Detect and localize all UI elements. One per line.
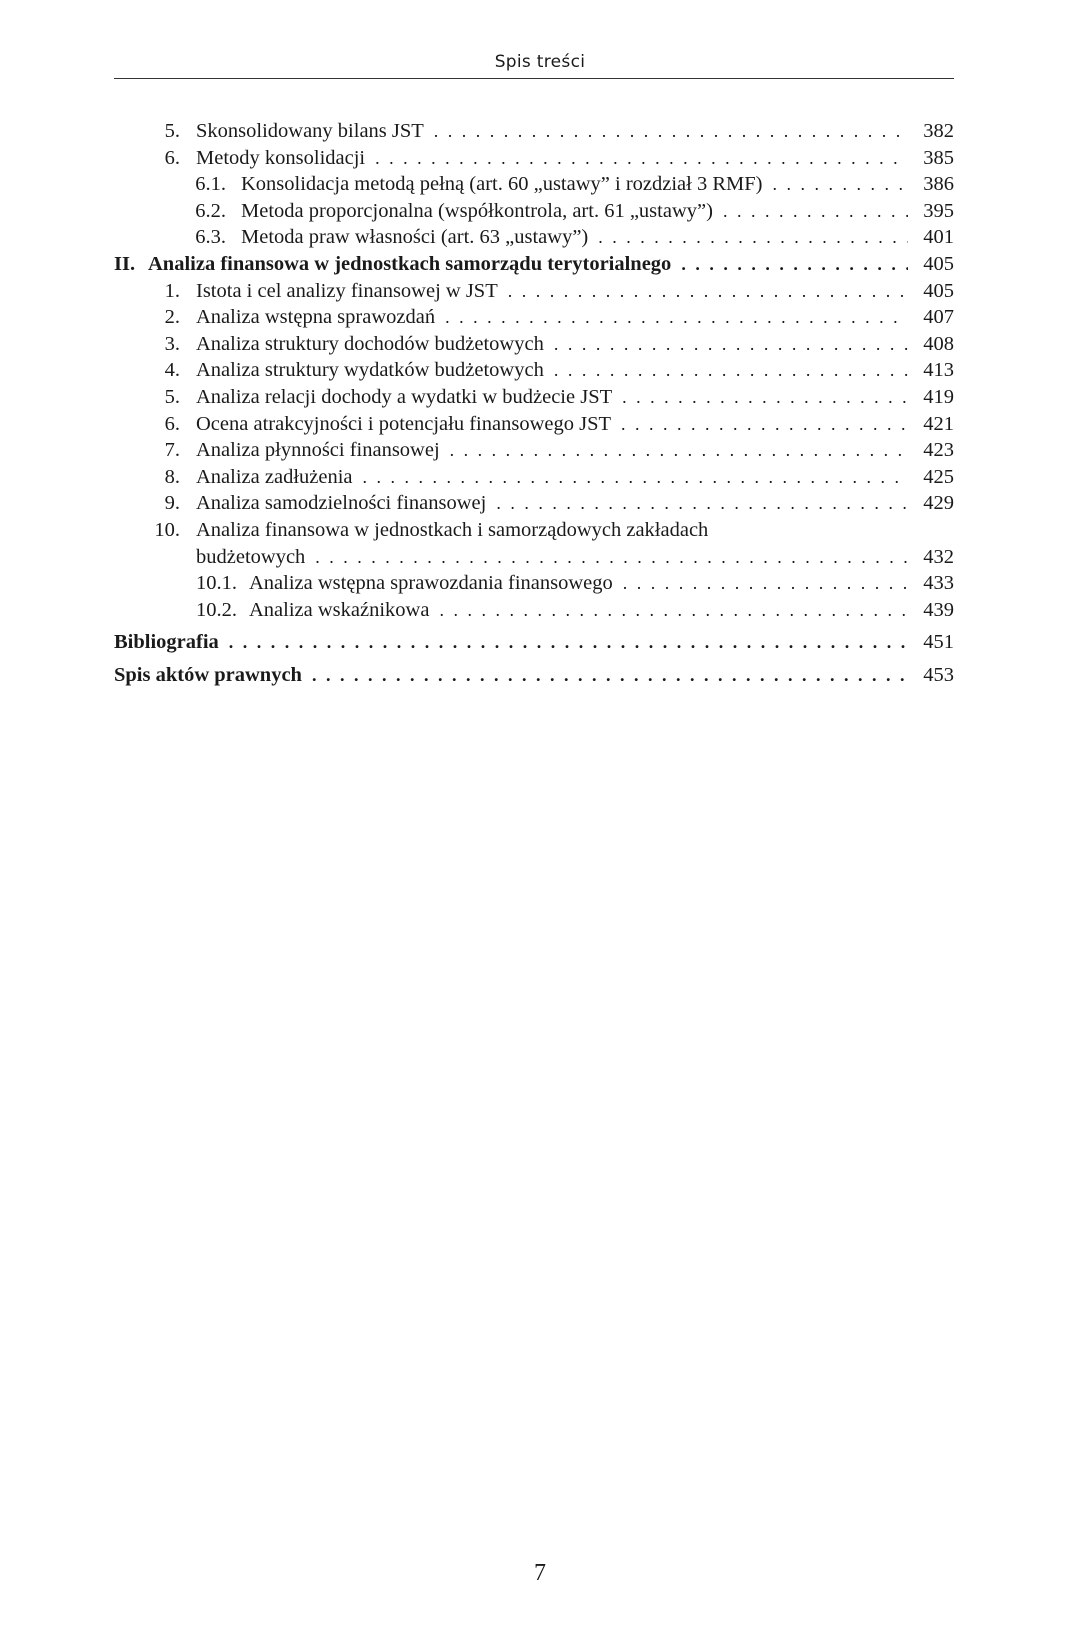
- toc-entry: [0, 278, 1080, 305]
- toc-entry-title-text: Bibliografia: [114, 631, 222, 653]
- toc-entry-title: [114, 662, 954, 689]
- toc-entry-title-text: budżetowych: [196, 546, 308, 568]
- toc-entry-page: 405: [908, 278, 954, 305]
- toc-entry-title-text: Analiza samodzielności finansowej: [196, 492, 489, 514]
- toc-entry-number: 6.: [164, 146, 180, 169]
- toc-entry: [0, 171, 1080, 198]
- toc-entry-page: 386: [908, 171, 954, 198]
- toc-entry-number: 10.: [154, 518, 180, 541]
- toc-part-heading: [0, 251, 1080, 278]
- toc-entry-title-text: Analiza finansowa w jednostkach samorządu terytorialnego: [148, 253, 674, 275]
- toc-entry-title: [241, 224, 954, 251]
- toc-entry-title-text: Analiza wstępna sprawozdania finansowego: [249, 572, 616, 594]
- toc-entry-title: [196, 411, 954, 438]
- toc-entry: [0, 490, 1080, 517]
- toc-entry-title: [196, 464, 954, 491]
- toc-entry-number: 9.: [164, 492, 180, 515]
- toc-entry-number: 3.: [164, 332, 180, 355]
- toc-entry-number: 6.2.: [195, 199, 226, 222]
- toc-entry-title-text: Analiza zadłużenia: [196, 466, 356, 488]
- toc-entry: [0, 384, 1080, 411]
- toc-entry-title-text: Analiza wstępna sprawozdań: [196, 306, 438, 328]
- toc-entry-title: [196, 118, 954, 145]
- toc-entry-number: 1.: [164, 279, 180, 302]
- toc-entry-number: 5.: [164, 385, 180, 408]
- toc-bibliography-entry: [0, 629, 1080, 656]
- toc-entry-number: 2.: [164, 306, 180, 329]
- toc-entry-continuation: [0, 544, 1080, 571]
- toc-entry: [0, 464, 1080, 491]
- toc-entry: [0, 517, 1080, 544]
- toc-entry-title-text: Konsolidacja metodą pełną (art. 60 „ustawy” i rozdział 3 RMF): [241, 173, 765, 195]
- toc-entry: [0, 198, 1080, 225]
- toc-entry-page: 407: [908, 304, 954, 331]
- toc-entry-title: [148, 251, 954, 278]
- toc-entry-page: 419: [908, 384, 954, 411]
- toc-entry-title-text: Analiza finansowa w jednostkach i samorządowych zakładach: [196, 519, 711, 541]
- toc-entry-title-text: Ocena atrakcyjności i potencjału finansowego JST: [196, 413, 614, 435]
- toc-entry-number: 6.: [164, 412, 180, 435]
- toc-entry-title: [249, 570, 954, 597]
- toc-entry-title: [196, 437, 954, 464]
- toc-entry: [0, 411, 1080, 438]
- toc-entry-title: [196, 278, 954, 305]
- toc-entry-title-text: Analiza płynności finansowej: [196, 439, 443, 461]
- toc-entry-number: 7.: [164, 439, 180, 462]
- toc-legal-acts-entry: [0, 662, 1080, 689]
- page-number: 7: [534, 1560, 546, 1586]
- toc-entry-title-text: Analiza struktury wydatków budżetowych: [196, 359, 547, 381]
- toc-entry-page: 429: [908, 490, 954, 517]
- toc-entry-title-text: Istota i cel analizy finansowej w JST: [196, 280, 501, 302]
- toc-entry-title: [196, 331, 954, 358]
- toc-entry: [0, 145, 1080, 172]
- toc-entry-title: [196, 145, 954, 172]
- toc-entry-page: 385: [908, 145, 954, 172]
- toc-entry: [0, 304, 1080, 331]
- toc-entry-title: [196, 490, 954, 517]
- toc-entry: [0, 331, 1080, 358]
- toc-entry-page: 405: [908, 251, 954, 278]
- toc-entry-title-text: Metody konsolidacji: [196, 147, 368, 169]
- toc-entry-page: 401: [908, 224, 954, 251]
- toc-entry-title-text: Analiza struktury dochodów budżetowych: [196, 333, 547, 355]
- toc-entry-title-text: Analiza wskaźnikowa: [249, 599, 432, 621]
- toc-entry-page: 439: [908, 597, 954, 624]
- toc-entry-title: [249, 597, 954, 624]
- toc-entry-title-text: Metoda praw własności (art. 63 „ustawy”): [241, 226, 591, 248]
- toc-entry-number: 4.: [164, 359, 180, 382]
- toc-entry-page: 408: [908, 331, 954, 358]
- toc-entry-number: 6.1.: [195, 173, 226, 196]
- toc-entry-number: 10.1.: [196, 572, 237, 595]
- toc-entry-page: 423: [908, 437, 954, 464]
- toc-entry-page: 395: [908, 198, 954, 225]
- toc-entry-page: 382: [908, 118, 954, 145]
- toc-entry-number: 8.: [164, 465, 180, 488]
- toc-entry: [0, 597, 1080, 624]
- toc-entry: [0, 118, 1080, 145]
- toc-entry-number: 5.: [164, 120, 180, 142]
- toc-entry-page: 453: [908, 662, 954, 689]
- header-rule: [114, 78, 954, 79]
- toc-entry-page: 425: [908, 464, 954, 491]
- toc-entry-title-text: Metoda proporcjonalna (współkontrola, art. 61 „ustawy”): [241, 200, 716, 222]
- toc-entry-page: 433: [908, 570, 954, 597]
- toc-entry-page: 432: [908, 544, 954, 571]
- toc-entry-number: II.: [114, 252, 136, 275]
- running-head: Spis treści: [494, 52, 586, 72]
- toc-entry-page: 421: [908, 411, 954, 438]
- toc-entry-title: [196, 304, 954, 331]
- toc-entry-number: 10.2.: [196, 598, 237, 621]
- toc-entry-number: 6.3.: [195, 226, 226, 249]
- table-of-contents: [0, 118, 1080, 688]
- toc-entry-title: [196, 517, 954, 544]
- toc-entry-title: [196, 544, 954, 571]
- toc-entry-page: 413: [908, 357, 954, 384]
- toc-entry-title: [241, 198, 954, 225]
- toc-entry-title-text: Analiza relacji dochody a wydatki w budżecie JST: [196, 386, 615, 408]
- toc-entry: [0, 224, 1080, 251]
- toc-entry: [0, 437, 1080, 464]
- toc-entry-title: [196, 384, 954, 411]
- toc-entry-title: [241, 171, 954, 198]
- toc-entry-title: [114, 629, 954, 656]
- toc-entry-title-text: Skonsolidowany bilans JST: [196, 120, 427, 142]
- toc-entry-page: 451: [908, 629, 954, 656]
- toc-entry: [0, 357, 1080, 384]
- toc-entry-title: [196, 357, 954, 384]
- toc-entry: [0, 570, 1080, 597]
- toc-entry-title-text: Spis aktów prawnych: [114, 664, 305, 686]
